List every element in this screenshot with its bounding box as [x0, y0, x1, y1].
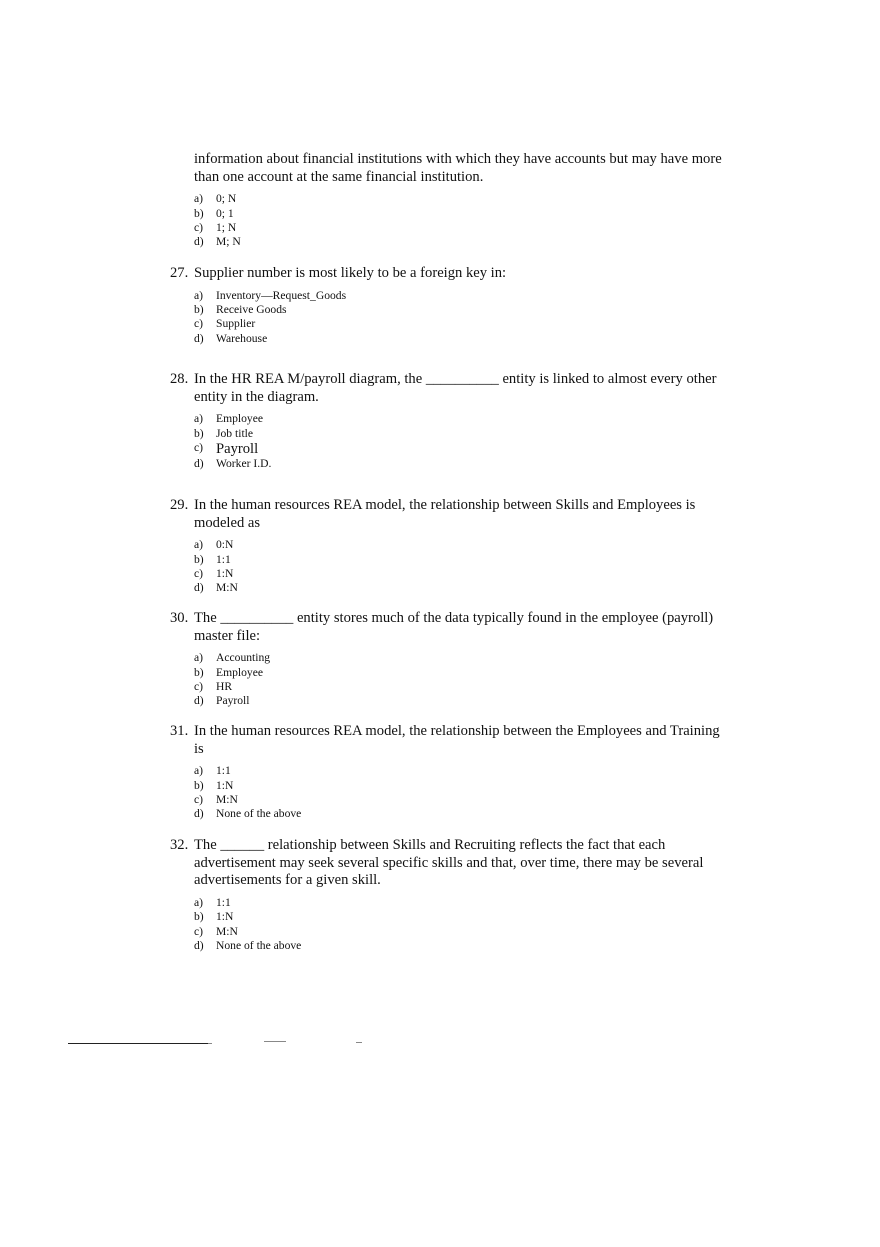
scan-artifacts — [0, 1041, 880, 1047]
question-32 — [170, 837, 730, 953]
question-text: information about financial institutions with which they have accounts but may have more than one account at the same financial institution. — [194, 151, 722, 185]
question-number: 28. — [170, 371, 189, 387]
option-c: c) M:N — [194, 924, 238, 938]
question-number: 27. — [170, 265, 189, 281]
question-number: 30. — [170, 610, 189, 626]
option-a: a) Inventory—Request_Goods — [194, 288, 347, 302]
options-list — [170, 289, 730, 347]
options-list — [170, 538, 730, 596]
option-d: d) Worker I.D. — [194, 457, 272, 470]
question-number: 32. — [170, 837, 189, 853]
option-a: a) Employee — [194, 412, 264, 426]
option-b: b) 1:N — [194, 910, 234, 924]
question-number: 31. — [170, 723, 189, 739]
option-a: a) 1:1 — [194, 895, 231, 909]
options-list — [170, 651, 730, 709]
option-d: d) None of the above — [194, 807, 302, 821]
option-b: b) 1:1 — [194, 552, 231, 566]
question-28 — [170, 371, 730, 471]
option-a: a) 0; N — [194, 192, 237, 206]
question-31 — [170, 723, 730, 822]
option-c: c) HR — [194, 680, 233, 693]
option-a: a) 0:N — [194, 538, 234, 552]
question-text: In the human resources REA model, the relationship between the Employees and Training is — [194, 723, 720, 757]
option-d: d) Payroll — [194, 694, 250, 708]
question-30 — [170, 610, 730, 709]
option-c: c) 1; N — [194, 221, 237, 234]
option-b: b) Receive Goods — [194, 303, 287, 316]
options-list — [170, 896, 730, 954]
question-text: Supplier number is most likely to be a foreign key in: — [194, 265, 507, 281]
question-text: The __________ entity stores much of the data typically found in the employee (payroll) master file: — [194, 610, 714, 644]
option-b: b) 0; 1 — [194, 206, 234, 220]
option-c: c) Supplier — [194, 317, 256, 331]
options-list — [170, 764, 730, 822]
option-c: c) 1:N — [194, 567, 234, 580]
question-text: The ______ relationship between Skills and Recruiting reflects the fact that each advertisement may seek several specific skills and that, over time, there may be several advertisements for a given skill. — [194, 837, 704, 889]
option-b: b) Employee — [194, 665, 264, 679]
option-b: b) Job title — [194, 426, 254, 440]
question-26-continuation — [170, 151, 730, 250]
option-b: b) 1:N — [194, 778, 234, 792]
option-c: c) M:N — [194, 793, 238, 806]
option-c: c) Payroll — [194, 441, 259, 457]
options-list — [170, 412, 730, 471]
option-d: d) M; N — [194, 235, 241, 249]
option-d: d) Warehouse — [194, 331, 268, 345]
question-text: In the human resources REA model, the relationship between Skills and Employees is modeled as — [194, 497, 696, 531]
option-a: a) 1:1 — [194, 764, 231, 778]
question-number: 29. — [170, 497, 189, 513]
options-list — [170, 192, 730, 250]
option-a: a) Accounting — [194, 651, 271, 665]
question-text: In the HR REA M/payroll diagram, the __________ entity is linked to almost every other entity in the diagram. — [194, 371, 717, 405]
question-27 — [170, 265, 730, 346]
option-d: d) None of the above — [194, 939, 302, 952]
option-d: d) M:N — [194, 581, 238, 595]
question-29 — [170, 497, 730, 596]
